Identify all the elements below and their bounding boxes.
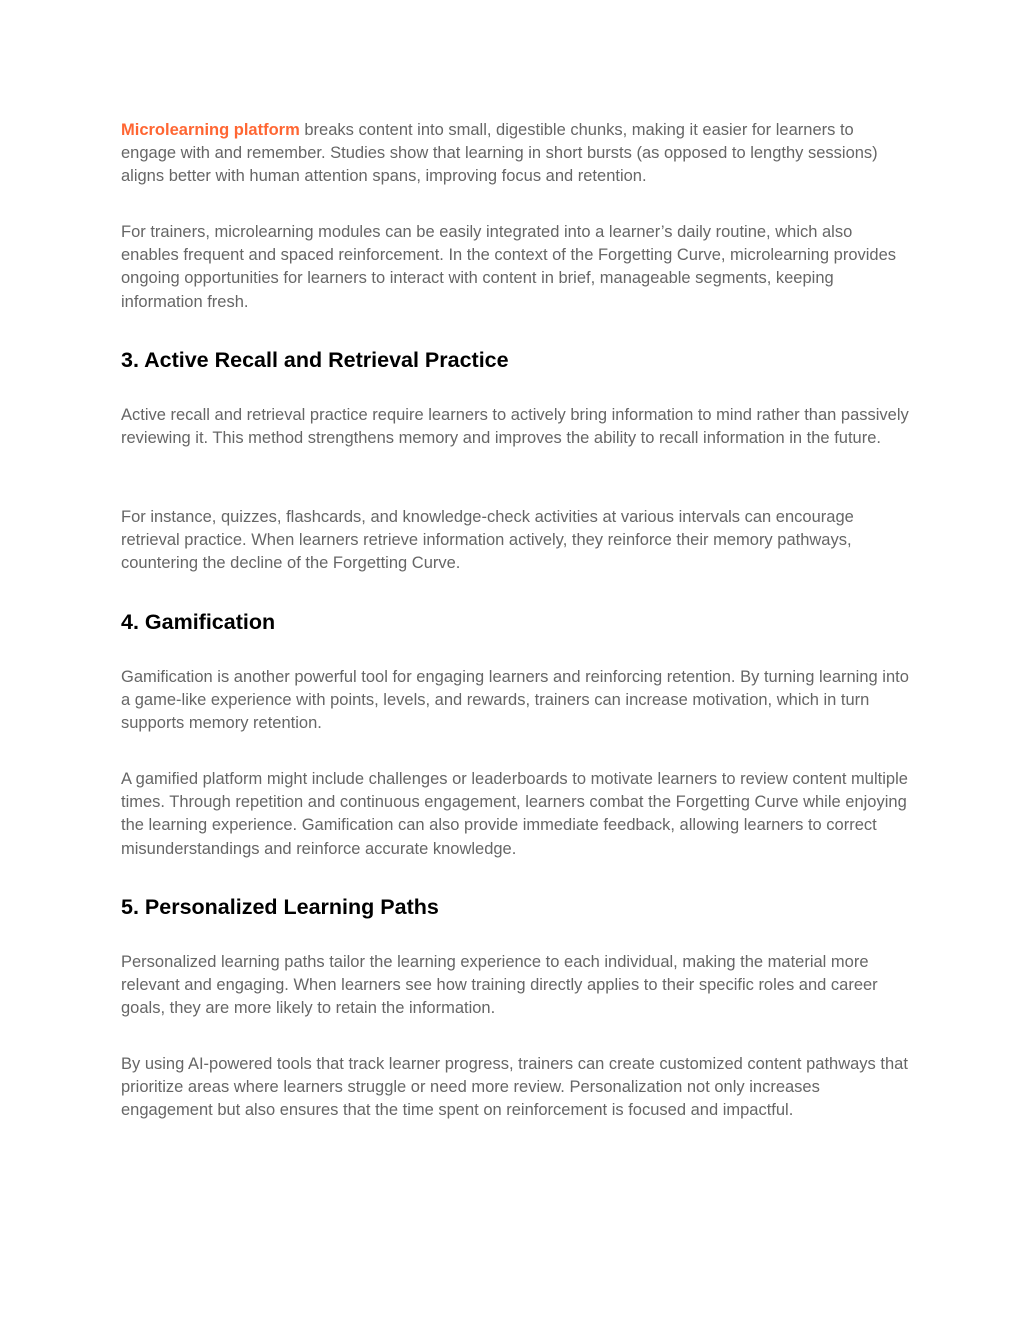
- paragraph-microlearning-intro-text: breaks content into small, digestible chunks, making it easier for learners to engage with and remember. Studies show that learning in short bursts (as opposed to lengthy sessions) aligns better with human attention spans, improving focus and retention.: [121, 121, 878, 186]
- heading-personalized-paths: 5. Personalized Learning Paths: [121, 895, 439, 919]
- paragraph-gamification-definition: Gamification is another powerful tool for engaging learners and reinforcing retention. By turning learning into a game-like experience with points, levels, and rewards, trainers can increase motivation, which in turn supports memory retention.: [121, 668, 909, 733]
- heading-gamification: 4. Gamification: [121, 610, 276, 634]
- paragraph-active-recall-definition: Active recall and retrieval practice require learners to actively bring information to mind rather than passively reviewing it. This method strengthens memory and improves the ability to recall information in the future.: [121, 406, 909, 448]
- paragraph-gamification-platform: A gamified platform might include challenges or leaderboards to motivate learners to review content multiple times. Through repetition and continuous engagement, learners combat the Forgetting Curve while enjoying the learning experience. Gamification can also provide immediate feedback, allowing learners to correct misunderstandings and reinforce accurate knowledge.: [121, 770, 908, 858]
- paragraph-personalized-ai-tools: By using AI-powered tools that track learner progress, trainers can create customized content pathways that prioritize areas where learners struggle or need more review. Personalization not only increases engagement but also ensures that the time spent on reinforcement is focused and impactful.: [121, 1055, 908, 1120]
- paragraph-microlearning-trainers: For trainers, microlearning modules can be easily integrated into a learner’s daily routine, which also enables frequent and spaced reinforcement. In the context of the Forgetting Curve, microlearning provides ongoing opportunities for learners to interact with content in brief, manageable segments, keeping information fresh.: [121, 223, 897, 311]
- heading-active-recall: 3. Active Recall and Retrieval Practice: [121, 348, 509, 372]
- paragraph-active-recall-examples: For instance, quizzes, flashcards, and knowledge-check activities at various intervals can encourage retrieval practice. When learners retrieve information actively, they reinforce their memory pathways, countering the decline of the Forgetting Curve.: [121, 508, 854, 573]
- microlearning-platform-link[interactable]: Microlearning platform: [121, 121, 300, 139]
- paragraph-personalized-definition: Personalized learning paths tailor the learning experience to each individual, making the material more relevant and engaging. When learners see how training directly applies to their specific roles and career goals, they are more likely to retain the information.: [121, 953, 878, 1018]
- paragraph-microlearning-intro: [121, 119, 911, 189]
